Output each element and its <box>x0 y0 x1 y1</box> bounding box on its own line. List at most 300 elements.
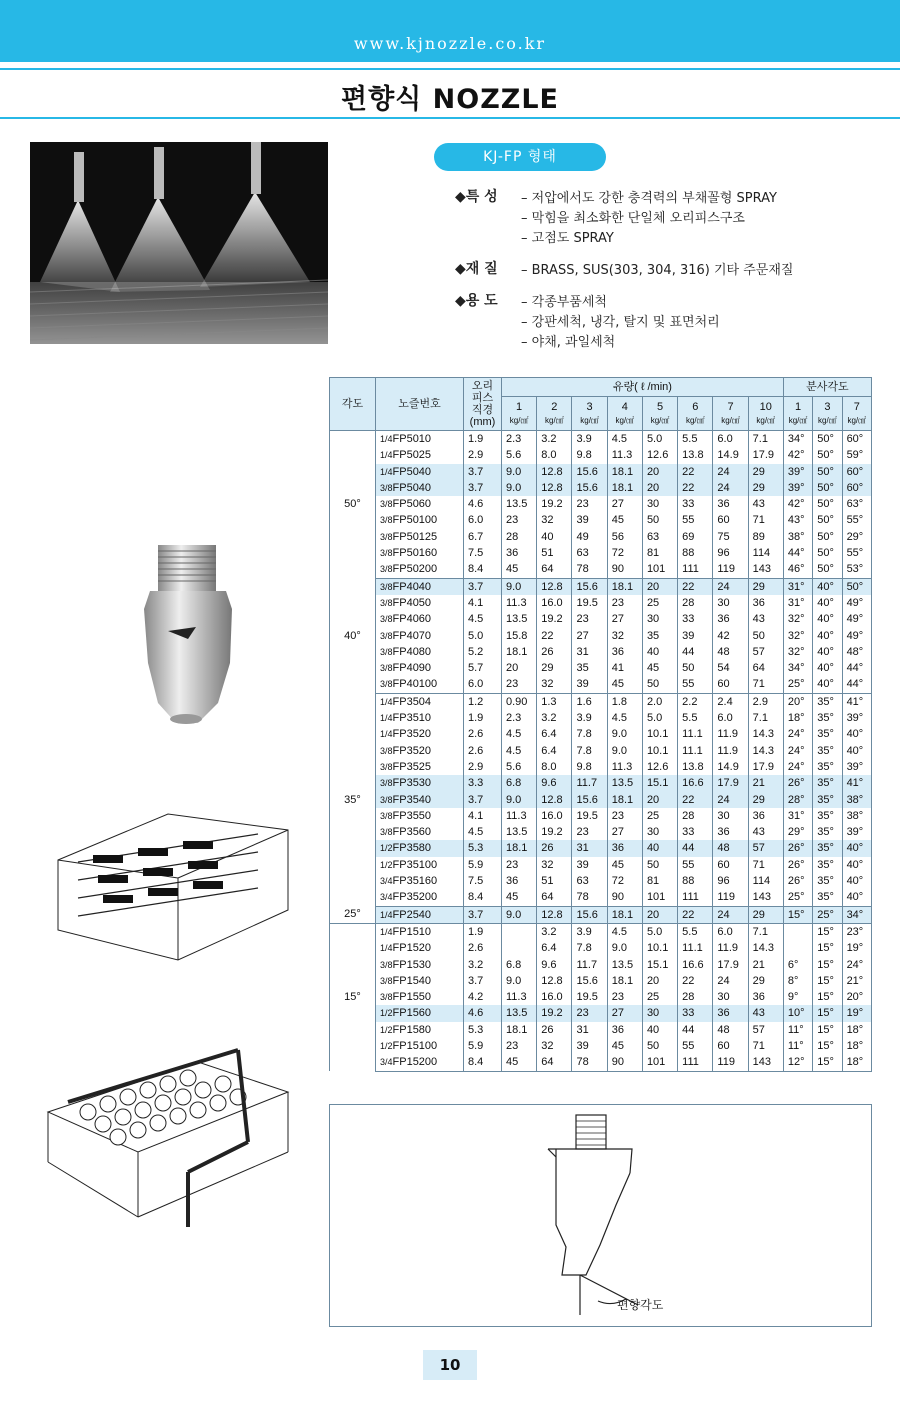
flow-cell: 22 <box>678 578 713 595</box>
flow-cell: 11.3 <box>502 595 537 611</box>
flow-cell: 54 <box>713 660 748 676</box>
flow-cell: 43 <box>748 611 783 627</box>
model-cell: 3/8FP1540 <box>376 973 464 989</box>
flow-cell: 78 <box>572 1054 607 1071</box>
flow-cell: 5.5 <box>678 710 713 726</box>
table-row <box>330 693 872 710</box>
spray-angle-cell: 39° <box>842 759 871 775</box>
model-cell: 1/2FP35100 <box>376 857 464 873</box>
spray-angle-cell: 35° <box>813 693 842 710</box>
spray-angle-cell: 50° <box>813 447 842 463</box>
orifice-cell: 6.0 <box>464 676 502 693</box>
flow-cell: 40 <box>642 644 677 660</box>
flow-cell: 6.8 <box>502 775 537 791</box>
flow-cell: 23 <box>502 676 537 693</box>
feature-head: ◆용 도 <box>455 293 498 309</box>
flow-cell: 48 <box>713 840 748 856</box>
flow-cell: 29 <box>748 480 783 496</box>
flow-cell: 36 <box>607 644 642 660</box>
spray-angle-cell: 35° <box>813 775 842 791</box>
table-row <box>330 973 872 989</box>
flow-cell: 143 <box>748 1054 783 1071</box>
flow-cell: 44 <box>678 644 713 660</box>
table-row <box>330 840 872 856</box>
flow-cell: 1.8 <box>607 693 642 710</box>
flow-cell: 9.6 <box>537 957 572 973</box>
table-row <box>330 676 872 693</box>
spray-angle-cell: 39° <box>783 480 812 496</box>
flow-cell: 16.0 <box>537 595 572 611</box>
flow-cell: 23 <box>502 512 537 528</box>
pressure-flow-1: 1 kg/㎠ <box>502 397 537 431</box>
flow-cell: 57 <box>748 840 783 856</box>
spray-angle-cell: 20° <box>783 693 812 710</box>
flow-cell: 24 <box>713 906 748 923</box>
flow-cell: 15.1 <box>642 957 677 973</box>
spray-angle-cell: 49° <box>842 628 871 644</box>
spray-angle-cell: 39° <box>783 464 812 480</box>
orifice-cell: 4.2 <box>464 989 502 1005</box>
spray-photo <box>30 142 328 344</box>
flow-cell: 63 <box>572 545 607 561</box>
flow-cell: 13.5 <box>502 1005 537 1021</box>
flow-cell: 13.5 <box>607 775 642 791</box>
flow-cell: 3.2 <box>537 923 572 940</box>
spray-angle-cell: 40° <box>842 840 871 856</box>
flow-cell: 15.6 <box>572 464 607 480</box>
model-cell: 3/8FP50100 <box>376 512 464 528</box>
spray-angle-cell: 15° <box>813 957 842 973</box>
flow-cell <box>502 923 537 940</box>
feature-line: – 고점도 SPRAY <box>521 231 614 246</box>
site-url[interactable]: www.kjnozzle.co.kr <box>353 34 547 53</box>
model-cell: 3/4FP15200 <box>376 1054 464 1071</box>
flow-cell: 48 <box>713 1022 748 1038</box>
flow-cell: 22 <box>678 464 713 480</box>
flow-cell: 9.0 <box>607 743 642 759</box>
flow-cell: 88 <box>678 873 713 889</box>
flow-cell: 7.8 <box>572 940 607 956</box>
table-row <box>330 989 872 1005</box>
spray-angle-cell: 42° <box>783 447 812 463</box>
flow-cell: 10.1 <box>642 726 677 742</box>
flow-cell: 2.2 <box>678 693 713 710</box>
flow-cell: 10.1 <box>642 743 677 759</box>
flow-cell: 36 <box>748 595 783 611</box>
spray-angle-cell: 35° <box>813 792 842 808</box>
flow-cell: 11.3 <box>607 447 642 463</box>
table-row <box>330 512 872 528</box>
spray-angle-cell: 6° <box>783 957 812 973</box>
flow-cell: 20 <box>642 578 677 595</box>
flow-cell: 25 <box>642 989 677 1005</box>
flow-cell: 28 <box>678 989 713 1005</box>
flow-cell: 6.0 <box>713 431 748 448</box>
flow-cell: 26 <box>537 1022 572 1038</box>
flow-cell: 33 <box>678 824 713 840</box>
spray-angle-cell: 15° <box>783 906 812 923</box>
flow-cell: 36 <box>713 1005 748 1021</box>
flow-cell: 21 <box>748 775 783 791</box>
orifice-cell: 3.7 <box>464 973 502 989</box>
spray-angle-cell: 39° <box>842 824 871 840</box>
table-row <box>330 496 872 512</box>
flow-cell: 32 <box>537 857 572 873</box>
model-cell: 1/4FP5040 <box>376 464 464 480</box>
orifice-cell: 3.2 <box>464 957 502 973</box>
flow-cell: 24 <box>713 792 748 808</box>
flow-cell: 35 <box>572 660 607 676</box>
flow-cell: 11.9 <box>713 743 748 759</box>
model-cell: 3/8FP50125 <box>376 529 464 545</box>
flow-cell: 30 <box>642 1005 677 1021</box>
flow-cell: 36 <box>607 1022 642 1038</box>
spray-angle-cell: 32° <box>783 628 812 644</box>
group-angle: 50° <box>330 431 376 579</box>
flow-cell: 24 <box>713 973 748 989</box>
table-row <box>330 644 872 660</box>
spray-angle-cell: 46° <box>783 561 812 578</box>
spray-angle-cell: 21° <box>842 973 871 989</box>
spray-angle-cell: 11° <box>783 1038 812 1054</box>
orifice-cell: 4.1 <box>464 808 502 824</box>
orifice-cell: 4.5 <box>464 824 502 840</box>
group-angle: 25° <box>330 906 376 923</box>
spray-angle-cell: 35° <box>813 889 842 906</box>
flow-cell: 96 <box>713 545 748 561</box>
flow-cell: 39 <box>572 512 607 528</box>
flow-cell: 19.2 <box>537 611 572 627</box>
flow-cell: 23 <box>607 595 642 611</box>
flow-cell: 5.0 <box>642 710 677 726</box>
spray-angle-cell: 41° <box>842 775 871 791</box>
flow-cell: 72 <box>607 873 642 889</box>
spray-angle-cell: 15° <box>813 973 842 989</box>
flow-cell: 11.1 <box>678 940 713 956</box>
flow-cell: 45 <box>502 561 537 578</box>
flow-cell: 9.8 <box>572 759 607 775</box>
spray-angle-cell: 60° <box>842 464 871 480</box>
flow-cell: 19.2 <box>537 824 572 840</box>
model-cell: 3/8FP3520 <box>376 743 464 759</box>
flow-cell: 60 <box>713 676 748 693</box>
flow-cell: 19.5 <box>572 989 607 1005</box>
flow-cell: 13.5 <box>502 824 537 840</box>
flow-cell: 64 <box>537 561 572 578</box>
flow-cell: 16.6 <box>678 957 713 973</box>
model-cell: 3/8FP5060 <box>376 496 464 512</box>
spray-angle-cell: 15° <box>813 989 842 1005</box>
orifice-cell: 5.9 <box>464 1038 502 1054</box>
flow-cell: 30 <box>713 808 748 824</box>
spray-angle-cell: 50° <box>813 431 842 448</box>
flow-cell: 27 <box>607 824 642 840</box>
group-angle: 40° <box>330 578 376 693</box>
flow-cell: 12.8 <box>537 464 572 480</box>
table-row <box>330 561 872 578</box>
model-cell: 3/8FP40100 <box>376 676 464 693</box>
flow-cell: 43 <box>748 496 783 512</box>
spray-angle-cell: 38° <box>783 529 812 545</box>
flow-cell: 42 <box>713 628 748 644</box>
spray-angle-cell: 12° <box>783 1054 812 1071</box>
model-cell: 1/2FP15100 <box>376 1038 464 1054</box>
flow-cell: 26 <box>537 644 572 660</box>
flow-cell: 14.3 <box>748 726 783 742</box>
spray-angle-cell: 15° <box>813 940 842 956</box>
table-row <box>330 710 872 726</box>
model-cell: 1/2FP1560 <box>376 1005 464 1021</box>
model-cell: 3/8FP4050 <box>376 595 464 611</box>
feature-head: ◆특 성 <box>455 189 498 205</box>
flow-cell: 32 <box>607 628 642 644</box>
flow-cell: 20 <box>642 464 677 480</box>
flow-cell: 3.2 <box>537 710 572 726</box>
orifice-cell: 5.0 <box>464 628 502 644</box>
col-model: 노즐번호 <box>376 378 464 431</box>
orifice-cell: 7.5 <box>464 873 502 889</box>
flow-cell: 23 <box>572 824 607 840</box>
flow-cell: 4.5 <box>607 710 642 726</box>
orifice-cell: 5.7 <box>464 660 502 676</box>
flow-cell: 111 <box>678 561 713 578</box>
flow-cell: 78 <box>572 561 607 578</box>
flow-cell: 18.1 <box>607 906 642 923</box>
flow-cell: 114 <box>748 545 783 561</box>
flow-cell: 27 <box>572 628 607 644</box>
flow-cell: 45 <box>502 1054 537 1071</box>
spray-angle-cell: 40° <box>813 628 842 644</box>
feature-line: – 야채, 과일세척 <box>521 335 616 350</box>
flow-cell: 72 <box>607 545 642 561</box>
flow-cell: 143 <box>748 561 783 578</box>
orifice-cell: 1.9 <box>464 923 502 940</box>
flow-cell: 18.1 <box>607 973 642 989</box>
model-cell: 3/8FP3530 <box>376 775 464 791</box>
flow-cell: 24 <box>713 464 748 480</box>
flow-cell: 9.0 <box>502 973 537 989</box>
spray-angle-cell: 26° <box>783 775 812 791</box>
spray-angle-cell: 24° <box>842 957 871 973</box>
orifice-cell: 3.3 <box>464 775 502 791</box>
spray-angle-cell: 49° <box>842 611 871 627</box>
flow-cell: 27 <box>607 496 642 512</box>
spray-angle-cell: 25° <box>783 676 812 693</box>
spray-angle-cell: 39° <box>842 710 871 726</box>
flow-cell: 64 <box>537 889 572 906</box>
flow-cell: 36 <box>713 496 748 512</box>
spray-angle-cell: 18° <box>842 1022 871 1038</box>
flow-cell: 119 <box>713 1054 748 1071</box>
flow-cell: 36 <box>502 873 537 889</box>
orifice-cell: 1.9 <box>464 710 502 726</box>
flow-cell: 11.7 <box>572 775 607 791</box>
flow-cell: 10.1 <box>642 940 677 956</box>
spray-angle-cell: 40° <box>813 595 842 611</box>
flow-cell: 6.0 <box>713 923 748 940</box>
flow-cell: 36 <box>748 808 783 824</box>
flow-cell: 2.9 <box>748 693 783 710</box>
spray-angle-cell: 19° <box>842 1005 871 1021</box>
spray-angle-cell: 40° <box>813 676 842 693</box>
flow-cell: 5.6 <box>502 447 537 463</box>
spray-angle-cell: 35° <box>813 726 842 742</box>
spray-angle-cell: 35° <box>813 808 842 824</box>
flow-cell: 50 <box>642 857 677 873</box>
flow-cell: 60 <box>713 1038 748 1054</box>
flow-cell: 9.0 <box>502 792 537 808</box>
flow-cell: 90 <box>607 561 642 578</box>
table-row <box>330 660 872 676</box>
flow-cell: 63 <box>642 529 677 545</box>
flow-cell: 55 <box>678 1038 713 1054</box>
flow-cell: 40 <box>642 1022 677 1038</box>
orifice-cell: 5.3 <box>464 1022 502 1038</box>
flow-cell: 55 <box>678 857 713 873</box>
orifice-cell: 5.9 <box>464 857 502 873</box>
spray-angle-cell: 31° <box>783 808 812 824</box>
flow-cell: 29 <box>748 973 783 989</box>
col-orifice: 오리 피스 직경 (mm) <box>464 378 502 431</box>
flow-cell: 78 <box>572 889 607 906</box>
model-cell: 1/4FP3520 <box>376 726 464 742</box>
spec-table-body <box>330 431 872 1072</box>
orifice-cell: 8.4 <box>464 1054 502 1071</box>
flow-cell: 5.5 <box>678 431 713 448</box>
flow-cell: 7.8 <box>572 726 607 742</box>
table-row <box>330 464 872 480</box>
spray-angle-cell: 8° <box>783 973 812 989</box>
flow-cell: 55 <box>678 676 713 693</box>
spray-angle-cell: 40° <box>842 857 871 873</box>
flow-cell: 51 <box>537 545 572 561</box>
pressure-flow-3: 3 kg/㎠ <box>572 397 607 431</box>
flow-cell: 111 <box>678 889 713 906</box>
flow-cell: 60 <box>713 512 748 528</box>
flow-cell: 22 <box>678 973 713 989</box>
table-row <box>330 775 872 791</box>
flow-cell: 0.90 <box>502 693 537 710</box>
pressure-flow-6: 6 kg/㎠ <box>678 397 713 431</box>
spray-angle-cell: 38° <box>842 808 871 824</box>
flow-cell: 1.3 <box>537 693 572 710</box>
header-divider <box>0 68 900 70</box>
model-cell: 3/4FP35200 <box>376 889 464 906</box>
flow-cell: 17.9 <box>713 775 748 791</box>
flow-cell: 15.6 <box>572 792 607 808</box>
flow-cell: 25 <box>642 595 677 611</box>
flow-cell: 4.5 <box>607 923 642 940</box>
flow-cell: 18.1 <box>607 464 642 480</box>
flow-cell: 23 <box>502 857 537 873</box>
spray-angle-cell: 60° <box>842 431 871 448</box>
flow-cell: 33 <box>678 496 713 512</box>
flow-cell: 14.3 <box>748 940 783 956</box>
feature-usage <box>455 290 720 350</box>
table-row <box>330 792 872 808</box>
flow-cell: 24 <box>713 480 748 496</box>
orifice-cell: 2.6 <box>464 726 502 742</box>
flow-cell: 45 <box>642 660 677 676</box>
flow-cell: 81 <box>642 873 677 889</box>
table-row <box>330 957 872 973</box>
flow-cell: 29 <box>748 464 783 480</box>
flow-cell: 35 <box>642 628 677 644</box>
spray-angle-cell: 15° <box>813 1054 842 1071</box>
flow-cell: 71 <box>748 857 783 873</box>
flow-cell: 12.6 <box>642 759 677 775</box>
model-cell: 3/8FP50200 <box>376 561 464 578</box>
flow-cell: 60 <box>713 857 748 873</box>
spray-angle-cell: 40° <box>813 660 842 676</box>
table-row <box>330 857 872 873</box>
spray-angle-cell: 34° <box>842 906 871 923</box>
table-row <box>330 545 872 561</box>
orifice-cell: 1.9 <box>464 431 502 448</box>
spray-angle-cell: 35° <box>813 759 842 775</box>
flow-cell: 44 <box>678 1022 713 1038</box>
flow-cell: 20 <box>642 480 677 496</box>
group-angle: 15° <box>330 923 376 1071</box>
flow-cell: 17.9 <box>748 759 783 775</box>
spray-angle-cell: 25° <box>813 906 842 923</box>
flow-cell: 114 <box>748 873 783 889</box>
flow-cell: 6.4 <box>537 940 572 956</box>
nozzle-product-image <box>140 543 240 728</box>
flow-cell: 71 <box>748 676 783 693</box>
flow-cell: 21 <box>748 957 783 973</box>
spray-angle-cell: 26° <box>783 840 812 856</box>
flow-cell: 88 <box>678 545 713 561</box>
spray-angle-cell: 63° <box>842 496 871 512</box>
flow-cell: 18.1 <box>502 1022 537 1038</box>
flow-cell: 40 <box>642 840 677 856</box>
table-row <box>330 480 872 496</box>
flow-cell: 7.8 <box>572 743 607 759</box>
flow-cell: 50 <box>748 628 783 644</box>
spray-angle-cell: 41° <box>842 693 871 710</box>
spray-angle-cell: 34° <box>783 660 812 676</box>
spray-angle-cell: 26° <box>783 873 812 889</box>
flow-cell: 39 <box>678 628 713 644</box>
spray-angle-cell: 50° <box>842 578 871 595</box>
flow-cell: 6.8 <box>502 957 537 973</box>
flow-cell: 41 <box>607 660 642 676</box>
flow-cell: 90 <box>607 889 642 906</box>
flow-cell: 119 <box>713 561 748 578</box>
spray-angle-cell: 18° <box>783 710 812 726</box>
flow-cell: 50 <box>642 512 677 528</box>
table-row <box>330 578 872 595</box>
spray-angle-cell <box>783 940 812 956</box>
orifice-cell: 5.3 <box>464 840 502 856</box>
spray-angle-cell: 32° <box>783 644 812 660</box>
orifice-cell: 2.6 <box>464 743 502 759</box>
table-row <box>330 611 872 627</box>
flow-cell: 7.1 <box>748 710 783 726</box>
washing-diagram-image <box>38 1042 300 1230</box>
flow-cell: 50 <box>642 1038 677 1054</box>
flow-cell: 27 <box>607 1005 642 1021</box>
flow-cell: 15.6 <box>572 578 607 595</box>
model-cell: 1/4FP5025 <box>376 447 464 463</box>
flow-cell: 39 <box>572 676 607 693</box>
orifice-cell: 2.6 <box>464 940 502 956</box>
spray-angle-cell: 9° <box>783 989 812 1005</box>
flow-cell: 29 <box>537 660 572 676</box>
flow-cell: 19.5 <box>572 595 607 611</box>
spray-angle-cell: 48° <box>842 644 871 660</box>
